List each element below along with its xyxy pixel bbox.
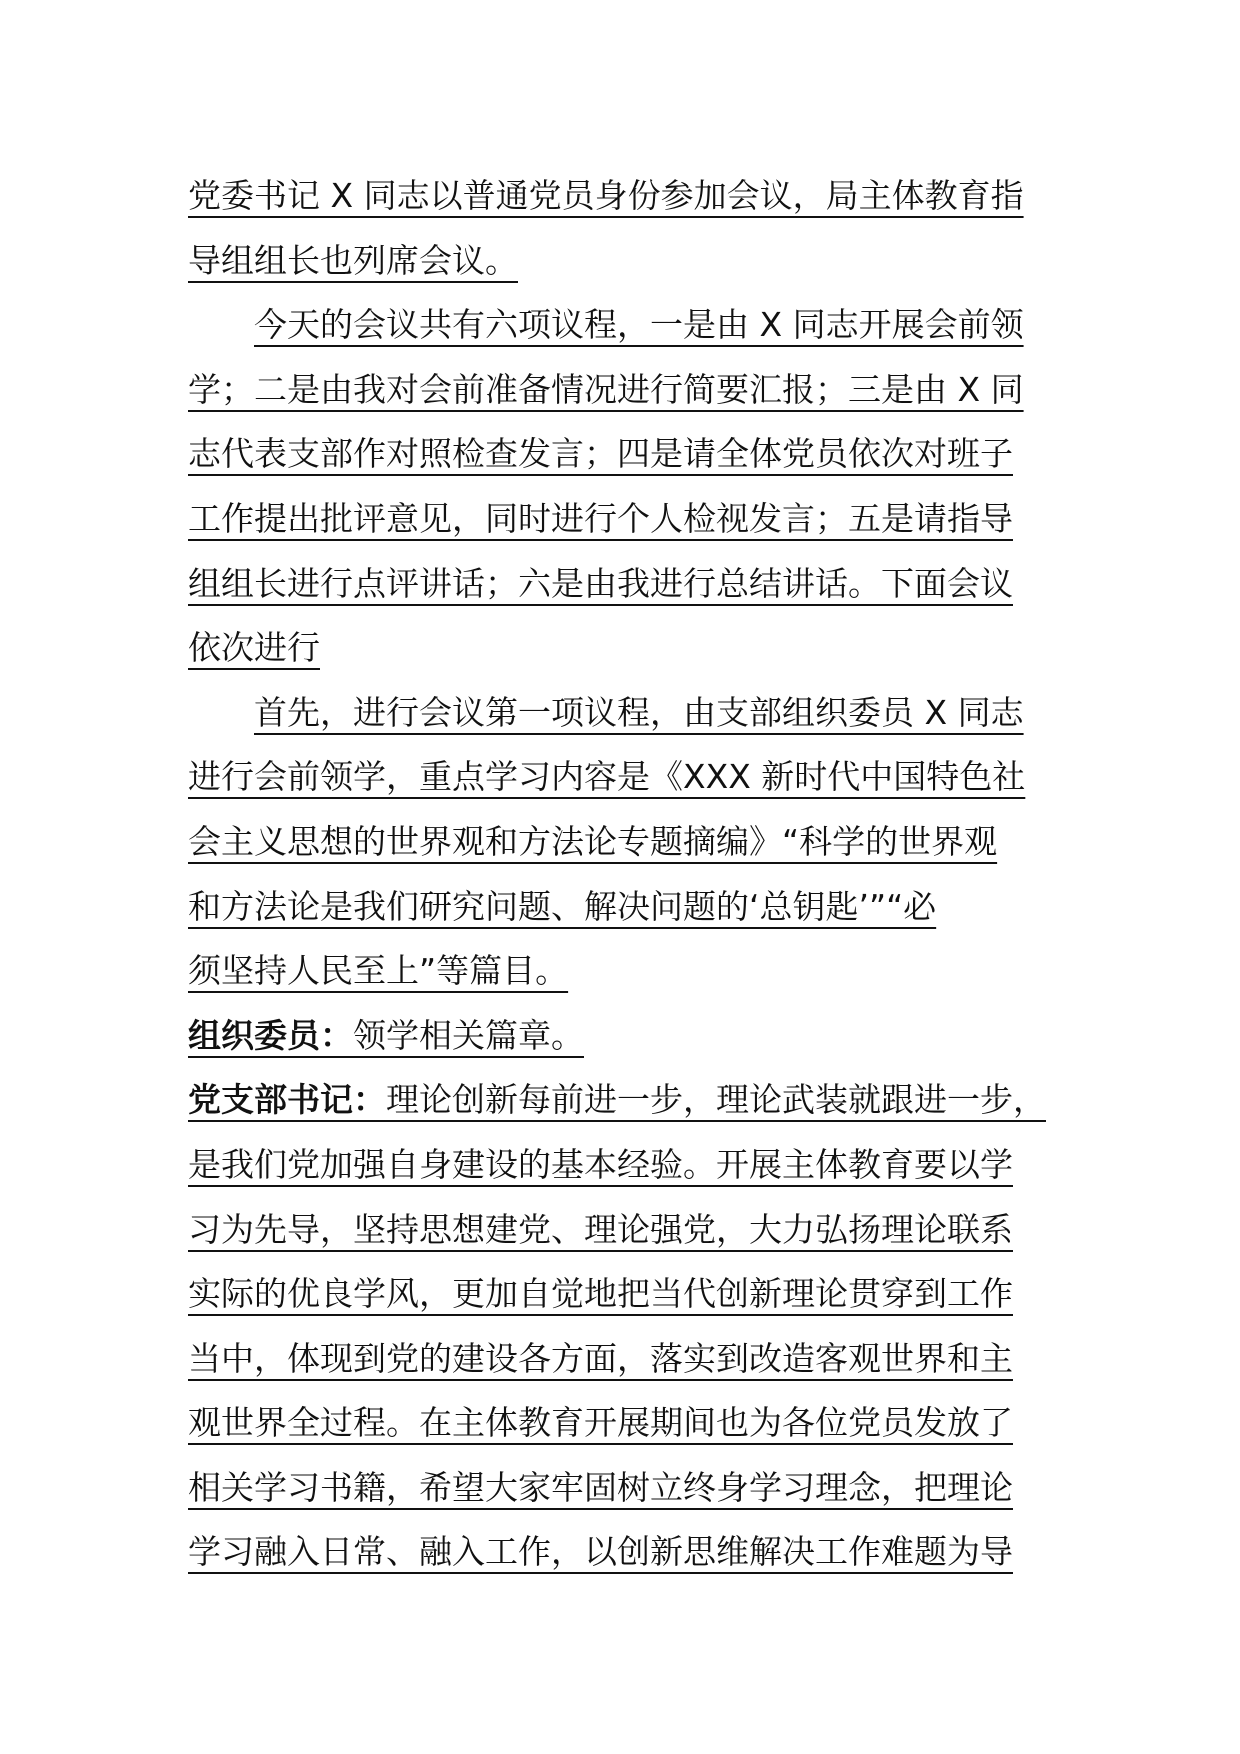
text-line: 须坚持人民至上”等篇目。: [188, 951, 569, 991]
text-line: 首先，进行会议第一项议程，由支部组织委员 X 同志: [254, 692, 1024, 732]
speaker-text: 领学相关篇章。: [353, 1015, 584, 1055]
text-line: 和方法论是我们研究问题、解决问题的‘总钥匙’”“必: [188, 886, 937, 926]
paragraph-secretary-remark: [188, 1068, 1088, 1585]
speaker-label: 组织委员：: [188, 1015, 353, 1055]
document-body: [188, 164, 1088, 1585]
text-line: 观世界全过程。在主体教育开展期间也为各位党员发放了: [188, 1403, 1013, 1443]
text-line: 实际的优良学风，更加自觉地把当代创新理论贯穿到工作: [188, 1274, 1013, 1314]
text-line: [188, 1068, 1088, 1133]
text-line: 依次进行: [188, 628, 320, 668]
text-line: 学习融入日常、融入工作，以创新思维解决工作难题为导: [188, 1532, 1013, 1572]
text-line: 当中，体现到党的建设各方面，落实到改造客观世界和主: [188, 1338, 1013, 1378]
text-line: 导组组长也列席会议。: [188, 240, 518, 280]
text-line: 党委书记 X 同志以普通党员身份参加会议，局主体教育指: [188, 176, 1024, 215]
text-line: 工作提出批评意见，同时进行个人检视发言；五是请指导: [188, 498, 1013, 538]
text-line: 今天的会议共有六项议程，一是由 X 同志开展会前领: [254, 305, 1024, 345]
paragraph-agenda: [188, 293, 1088, 681]
text-line: 是我们党加强自身建设的基本经验。开展主体教育要以学: [188, 1144, 1013, 1184]
text-line: 习为先导，坚持思想建党、理论强党，大力弘扬理论联系: [188, 1209, 1013, 1249]
text-line: 学；二是由我对会前准备情况进行简要汇报；三是由 X 同: [188, 369, 1024, 409]
text-line: 志代表支部作对照检查发言；四是请全体党员依次对班子: [188, 434, 1013, 474]
paragraph-organizer-remark: [188, 1004, 1088, 1069]
text-line: 会主义思想的世界观和方法论专题摘编》“科学的世界观: [188, 821, 998, 861]
paragraph-first-item: [188, 681, 1088, 1004]
text-line: [188, 1004, 1088, 1069]
text-line: 相关学习书籍，希望大家牢固树立终身学习理念，把理论: [188, 1467, 1013, 1507]
speaker-text: 理论创新每前进一步，理论武装就跟进一步，: [386, 1080, 1046, 1120]
text-line: 组组长进行点评讲话；六是由我进行总结讲话。下面会议: [188, 563, 1013, 603]
speaker-label: 党支部书记：: [188, 1080, 386, 1120]
text-line: 进行会前领学，重点学习内容是《XXX 新时代中国特色社: [188, 757, 1026, 797]
paragraph-attendance: [188, 164, 1088, 293]
